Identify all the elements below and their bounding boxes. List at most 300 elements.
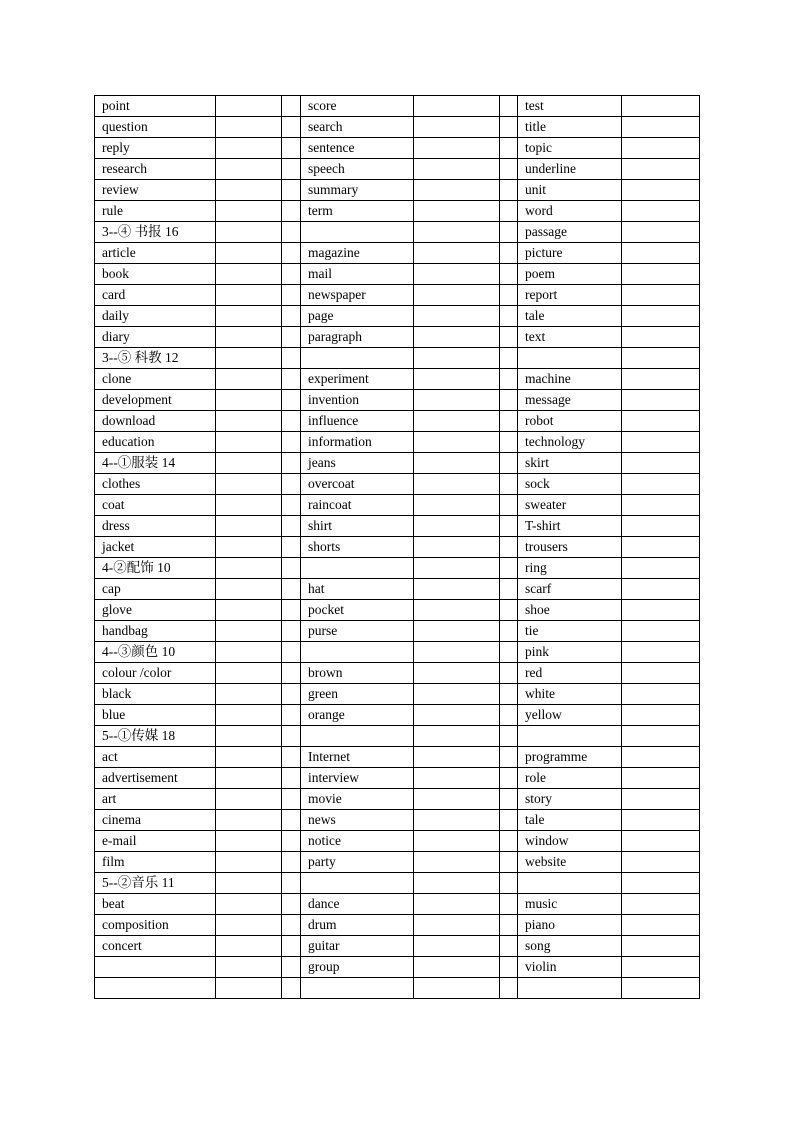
word-cell: message — [518, 390, 622, 411]
spacer-cell — [500, 621, 518, 642]
spacer-cell — [282, 201, 301, 222]
table-row — [95, 243, 700, 264]
word-cell: technology — [518, 432, 622, 453]
word-cell: pink — [518, 642, 622, 663]
spacer-cell — [282, 243, 301, 264]
spacer-cell — [500, 768, 518, 789]
table-row — [95, 495, 700, 516]
word-cell: handbag — [95, 621, 216, 642]
word-cell: robot — [518, 411, 622, 432]
answer-cell — [216, 852, 282, 873]
answer-cell — [414, 600, 500, 621]
table-row — [95, 873, 700, 894]
word-cell: topic — [518, 138, 622, 159]
word-cell: shoe — [518, 600, 622, 621]
spacer-cell — [282, 495, 301, 516]
table-row — [95, 411, 700, 432]
answer-cell — [622, 831, 700, 852]
spacer-cell — [500, 873, 518, 894]
word-cell: raincoat — [301, 495, 414, 516]
answer-cell — [414, 642, 500, 663]
answer-cell — [414, 936, 500, 957]
word-cell: clothes — [95, 474, 216, 495]
word-cell: sock — [518, 474, 622, 495]
spacer-cell — [282, 621, 301, 642]
spacer-cell — [282, 978, 301, 999]
answer-cell — [216, 243, 282, 264]
answer-cell — [414, 957, 500, 978]
word-cell: interview — [301, 768, 414, 789]
word-cell: scarf — [518, 579, 622, 600]
answer-cell — [414, 201, 500, 222]
answer-cell — [622, 180, 700, 201]
spacer-cell — [500, 747, 518, 768]
answer-cell — [622, 558, 700, 579]
answer-cell — [622, 159, 700, 180]
answer-cell — [414, 810, 500, 831]
answer-cell — [414, 285, 500, 306]
answer-cell — [216, 264, 282, 285]
word-cell: cinema — [95, 810, 216, 831]
word-cell: poem — [518, 264, 622, 285]
word-cell: search — [301, 117, 414, 138]
answer-cell — [622, 915, 700, 936]
word-cell — [301, 726, 414, 747]
answer-cell — [414, 579, 500, 600]
answer-cell — [622, 747, 700, 768]
answer-cell — [414, 390, 500, 411]
spacer-cell — [500, 495, 518, 516]
answer-cell — [216, 327, 282, 348]
answer-cell — [622, 117, 700, 138]
spacer-cell — [282, 348, 301, 369]
table-row — [95, 852, 700, 873]
word-cell: experiment — [301, 369, 414, 390]
answer-cell — [414, 348, 500, 369]
word-cell: question — [95, 117, 216, 138]
answer-cell — [622, 96, 700, 117]
spacer-cell — [500, 642, 518, 663]
answer-cell — [622, 243, 700, 264]
answer-cell — [414, 411, 500, 432]
answer-cell — [622, 978, 700, 999]
answer-cell — [622, 369, 700, 390]
table-row — [95, 915, 700, 936]
word-cell: overcoat — [301, 474, 414, 495]
word-cell: sentence — [301, 138, 414, 159]
word-cell: composition — [95, 915, 216, 936]
word-cell: story — [518, 789, 622, 810]
answer-cell — [216, 180, 282, 201]
word-cell: news — [301, 810, 414, 831]
answer-cell — [622, 495, 700, 516]
word-cell: newspaper — [301, 285, 414, 306]
word-cell — [301, 348, 414, 369]
spacer-cell — [282, 957, 301, 978]
table-row — [95, 390, 700, 411]
answer-cell — [414, 747, 500, 768]
answer-cell — [622, 516, 700, 537]
table-row — [95, 474, 700, 495]
word-cell: daily — [95, 306, 216, 327]
word-cell: 5--①传媒 18 — [95, 726, 216, 747]
spacer-cell — [282, 831, 301, 852]
spacer-cell — [282, 180, 301, 201]
word-cell: 3--④ 书报 16 — [95, 222, 216, 243]
spacer-cell — [500, 684, 518, 705]
word-cell: sweater — [518, 495, 622, 516]
word-cell: 4--①服装 14 — [95, 453, 216, 474]
word-cell: test — [518, 96, 622, 117]
vocabulary-table — [94, 95, 700, 999]
table-row — [95, 264, 700, 285]
table-row — [95, 579, 700, 600]
word-cell: website — [518, 852, 622, 873]
table-row — [95, 96, 700, 117]
word-cell: act — [95, 747, 216, 768]
word-cell: 3--⑤ 科教 12 — [95, 348, 216, 369]
word-cell: guitar — [301, 936, 414, 957]
table-row — [95, 936, 700, 957]
spacer-cell — [500, 705, 518, 726]
spacer-cell — [500, 432, 518, 453]
table-row — [95, 726, 700, 747]
spacer-cell — [500, 726, 518, 747]
table-row — [95, 705, 700, 726]
answer-cell — [622, 600, 700, 621]
spacer-cell — [500, 327, 518, 348]
table-row — [95, 138, 700, 159]
vocabulary-table-body — [95, 96, 700, 999]
table-row — [95, 768, 700, 789]
table-row — [95, 285, 700, 306]
spacer-cell — [282, 873, 301, 894]
word-cell: machine — [518, 369, 622, 390]
word-cell: magazine — [301, 243, 414, 264]
spacer-cell — [500, 600, 518, 621]
spacer-cell — [282, 453, 301, 474]
word-cell: notice — [301, 831, 414, 852]
answer-cell — [216, 621, 282, 642]
spacer-cell — [282, 516, 301, 537]
word-cell: development — [95, 390, 216, 411]
word-cell: blue — [95, 705, 216, 726]
word-cell: dress — [95, 516, 216, 537]
answer-cell — [216, 537, 282, 558]
spacer-cell — [282, 705, 301, 726]
word-cell: group — [301, 957, 414, 978]
spacer-cell — [500, 894, 518, 915]
answer-cell — [414, 327, 500, 348]
word-cell: tale — [518, 306, 622, 327]
answer-cell — [414, 894, 500, 915]
word-cell: shirt — [301, 516, 414, 537]
table-row — [95, 117, 700, 138]
answer-cell — [216, 159, 282, 180]
word-cell: influence — [301, 411, 414, 432]
answer-cell — [622, 852, 700, 873]
spacer-cell — [282, 642, 301, 663]
table-row — [95, 432, 700, 453]
table-row — [95, 180, 700, 201]
spacer-cell — [500, 537, 518, 558]
table-row — [95, 663, 700, 684]
word-cell: point — [95, 96, 216, 117]
spacer-cell — [500, 978, 518, 999]
answer-cell — [216, 96, 282, 117]
spacer-cell — [282, 138, 301, 159]
word-cell: title — [518, 117, 622, 138]
spacer-cell — [282, 222, 301, 243]
table-row — [95, 453, 700, 474]
spacer-cell — [282, 747, 301, 768]
answer-cell — [622, 138, 700, 159]
word-cell: drum — [301, 915, 414, 936]
word-cell: party — [301, 852, 414, 873]
spacer-cell — [500, 201, 518, 222]
spacer-cell — [500, 411, 518, 432]
word-cell: shorts — [301, 537, 414, 558]
answer-cell — [414, 852, 500, 873]
spacer-cell — [282, 264, 301, 285]
word-cell: movie — [301, 789, 414, 810]
answer-cell — [216, 684, 282, 705]
word-cell: piano — [518, 915, 622, 936]
spacer-cell — [500, 579, 518, 600]
answer-cell — [622, 411, 700, 432]
spacer-cell — [500, 516, 518, 537]
answer-cell — [414, 306, 500, 327]
answer-cell — [216, 558, 282, 579]
answer-cell — [622, 453, 700, 474]
word-cell: colour /color — [95, 663, 216, 684]
word-cell: coat — [95, 495, 216, 516]
table-row — [95, 642, 700, 663]
word-cell: underline — [518, 159, 622, 180]
answer-cell — [414, 726, 500, 747]
answer-cell — [216, 642, 282, 663]
spacer-cell — [500, 348, 518, 369]
word-cell: red — [518, 663, 622, 684]
spacer-cell — [500, 558, 518, 579]
answer-cell — [414, 159, 500, 180]
answer-cell — [216, 306, 282, 327]
answer-cell — [622, 789, 700, 810]
spacer-cell — [500, 243, 518, 264]
word-cell: orange — [301, 705, 414, 726]
word-cell: tale — [518, 810, 622, 831]
word-cell: purse — [301, 621, 414, 642]
word-cell: term — [301, 201, 414, 222]
answer-cell — [414, 138, 500, 159]
answer-cell — [622, 621, 700, 642]
word-cell — [301, 222, 414, 243]
answer-cell — [414, 915, 500, 936]
answer-cell — [414, 621, 500, 642]
answer-cell — [216, 474, 282, 495]
word-cell: text — [518, 327, 622, 348]
answer-cell — [216, 726, 282, 747]
table-row — [95, 369, 700, 390]
answer-cell — [216, 453, 282, 474]
spacer-cell — [282, 327, 301, 348]
word-cell: page — [301, 306, 414, 327]
table-row — [95, 747, 700, 768]
word-cell: hat — [301, 579, 414, 600]
spacer-cell — [282, 852, 301, 873]
spacer-cell — [282, 726, 301, 747]
answer-cell — [622, 474, 700, 495]
answer-cell — [622, 579, 700, 600]
answer-cell — [622, 537, 700, 558]
word-cell: score — [301, 96, 414, 117]
answer-cell — [414, 789, 500, 810]
table-row — [95, 978, 700, 999]
answer-cell — [622, 873, 700, 894]
spacer-cell — [500, 222, 518, 243]
spacer-cell — [282, 894, 301, 915]
table-row — [95, 831, 700, 852]
spacer-cell — [500, 957, 518, 978]
answer-cell — [216, 936, 282, 957]
table-row — [95, 327, 700, 348]
spacer-cell — [500, 474, 518, 495]
answer-cell — [414, 243, 500, 264]
word-cell: rule — [95, 201, 216, 222]
word-cell: article — [95, 243, 216, 264]
word-cell — [301, 642, 414, 663]
answer-cell — [216, 789, 282, 810]
table-row — [95, 201, 700, 222]
word-cell: black — [95, 684, 216, 705]
spacer-cell — [282, 285, 301, 306]
word-cell: jeans — [301, 453, 414, 474]
word-cell: role — [518, 768, 622, 789]
spacer-cell — [500, 852, 518, 873]
spacer-cell — [282, 768, 301, 789]
answer-cell — [414, 705, 500, 726]
answer-cell — [414, 369, 500, 390]
word-cell: green — [301, 684, 414, 705]
table-row — [95, 348, 700, 369]
answer-cell — [622, 264, 700, 285]
answer-cell — [622, 432, 700, 453]
answer-cell — [216, 600, 282, 621]
word-cell: e-mail — [95, 831, 216, 852]
answer-cell — [414, 873, 500, 894]
spacer-cell — [500, 390, 518, 411]
word-cell: research — [95, 159, 216, 180]
answer-cell — [622, 936, 700, 957]
answer-cell — [414, 663, 500, 684]
spacer-cell — [500, 453, 518, 474]
word-cell: reply — [95, 138, 216, 159]
spacer-cell — [500, 159, 518, 180]
answer-cell — [216, 390, 282, 411]
answer-cell — [622, 306, 700, 327]
answer-cell — [622, 642, 700, 663]
word-cell: Internet — [301, 747, 414, 768]
table-row — [95, 810, 700, 831]
spacer-cell — [500, 810, 518, 831]
answer-cell — [622, 684, 700, 705]
answer-cell — [622, 894, 700, 915]
word-cell: information — [301, 432, 414, 453]
spacer-cell — [282, 810, 301, 831]
table-row — [95, 621, 700, 642]
answer-cell — [216, 915, 282, 936]
word-cell — [301, 558, 414, 579]
spacer-cell — [282, 537, 301, 558]
word-cell: concert — [95, 936, 216, 957]
spacer-cell — [282, 306, 301, 327]
word-cell: white — [518, 684, 622, 705]
spacer-cell — [282, 390, 301, 411]
spacer-cell — [500, 915, 518, 936]
answer-cell — [414, 684, 500, 705]
word-cell: tie — [518, 621, 622, 642]
word-cell: invention — [301, 390, 414, 411]
word-cell: passage — [518, 222, 622, 243]
spacer-cell — [500, 180, 518, 201]
word-cell: dance — [301, 894, 414, 915]
answer-cell — [414, 516, 500, 537]
table-row — [95, 789, 700, 810]
answer-cell — [216, 579, 282, 600]
spacer-cell — [282, 369, 301, 390]
table-row — [95, 222, 700, 243]
answer-cell — [414, 768, 500, 789]
spacer-cell — [282, 432, 301, 453]
answer-cell — [414, 978, 500, 999]
word-cell: glove — [95, 600, 216, 621]
word-cell: trousers — [518, 537, 622, 558]
word-cell — [518, 348, 622, 369]
answer-cell — [414, 831, 500, 852]
spacer-cell — [282, 600, 301, 621]
answer-cell — [622, 222, 700, 243]
answer-cell — [216, 978, 282, 999]
spacer-cell — [500, 117, 518, 138]
spacer-cell — [282, 96, 301, 117]
answer-cell — [216, 432, 282, 453]
answer-cell — [414, 453, 500, 474]
answer-cell — [622, 663, 700, 684]
answer-cell — [216, 369, 282, 390]
word-cell — [95, 957, 216, 978]
word-cell — [301, 978, 414, 999]
answer-cell — [622, 327, 700, 348]
answer-cell — [216, 285, 282, 306]
word-cell: window — [518, 831, 622, 852]
word-cell: advertisement — [95, 768, 216, 789]
answer-cell — [414, 558, 500, 579]
answer-cell — [414, 180, 500, 201]
spacer-cell — [500, 831, 518, 852]
table-row — [95, 558, 700, 579]
word-cell — [518, 978, 622, 999]
spacer-cell — [500, 789, 518, 810]
word-cell: unit — [518, 180, 622, 201]
word-cell: clone — [95, 369, 216, 390]
word-cell: 4-②配饰 10 — [95, 558, 216, 579]
word-cell: song — [518, 936, 622, 957]
spacer-cell — [282, 663, 301, 684]
word-cell: cap — [95, 579, 216, 600]
spacer-cell — [282, 411, 301, 432]
answer-cell — [622, 957, 700, 978]
word-cell — [301, 873, 414, 894]
